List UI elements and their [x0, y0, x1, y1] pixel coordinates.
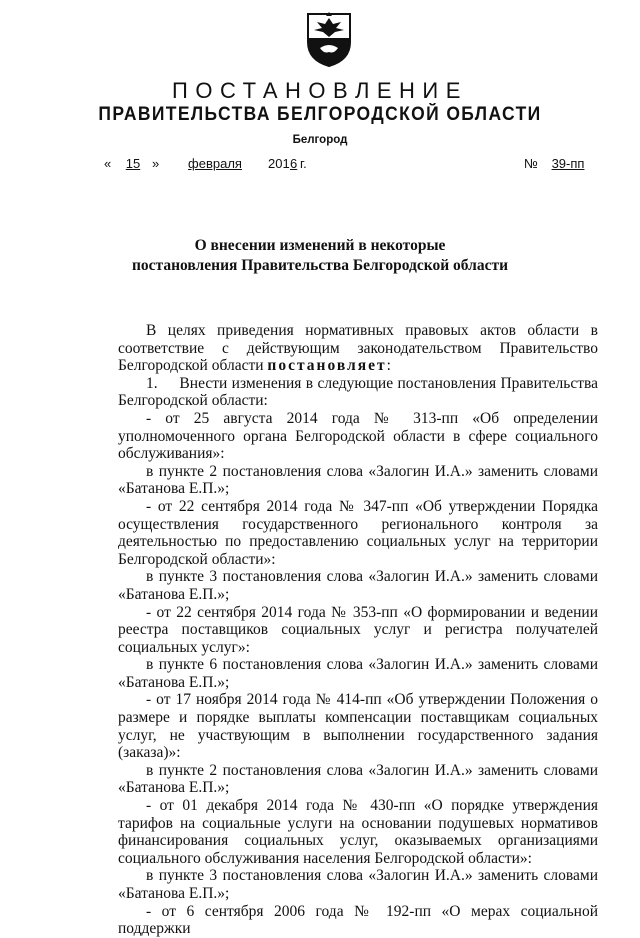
date-month: февраля	[188, 156, 242, 171]
date-day: 15	[125, 156, 141, 171]
paragraph-resolution-430: - от 01 декабря 2014 года № 430-пп «О порядке утверждения тарифов на социальные услуги на основании подушевых нормативов финансирования социальных услуг, оказываемых организациями социального обслуживания населения Белгородской области»:	[118, 797, 598, 867]
paragraph-preamble: В целях приведения нормативных правовых актов области в соответствие с действующим законодательством Правительство Белгородской области постановляет:	[118, 322, 598, 375]
document-subject	[0, 236, 640, 276]
paragraph-change-414: в пункте 2 постановления слова «Залогин И.А.» заменить словами «Батанова Е.П.»;	[118, 761, 598, 797]
date-open-quote: «	[104, 156, 112, 171]
date-number-line	[104, 156, 594, 176]
number-label: №	[524, 156, 538, 171]
date-year-abbr: г.	[300, 156, 307, 171]
date-year-prefix: 201	[268, 156, 290, 171]
subject-line-1: О внесении изменений в некоторые	[194, 237, 446, 254]
paragraph-resolution-347: - от 22 сентября 2014 года № 347-пп «Об утверждении Порядка осуществления государственного регионального контроля за деятельностью по предоставлению социальных услуг на территории Белгородской области»:	[118, 497, 598, 568]
belgorod-coat-of-arms-icon	[304, 8, 354, 68]
paragraph-resolution-353: - от 22 сентября 2014 года № 353-пп «О формировании и ведении реестра поставщиков социальных услуг и регистра получателей социальных услуг»:	[118, 603, 598, 656]
document-number: 39-пп	[551, 156, 585, 171]
paragraph-resolution-414: - от 17 ноября 2014 года № 414-пп «Об утверждении Положения о размере и порядке выплаты компенсации поставщикам социальных услуг, не участвующим в выполнении государственного задания (заказа)»:	[118, 691, 598, 762]
resolves-word: постановляет	[267, 357, 387, 375]
issuing-authority: ПРАВИТЕЛЬСТВА БЕЛГОРОДСКОЙ ОБЛАСТИ	[98, 104, 542, 125]
paragraph-resolution-313: - от 25 августа 2014 года № 313-пп «Об определении уполномоченного органа Белгородской области в сфере социального обслуживания»:	[118, 409, 598, 463]
document-body	[118, 322, 598, 938]
paragraph-resolution-192: - от 6 сентября 2006 года № 192-пп «О мерах социальной поддержки	[118, 902, 598, 938]
paragraph-change-430: в пункте 3 постановления слова «Залогин И.А.» заменить словами «Батанова Е.П.»;	[118, 867, 598, 902]
paragraph-change-347: в пункте 3 постановления слова «Залогин И.А.» заменить словами «Батанова Е.П.»;	[118, 568, 598, 603]
paragraph-change-313: в пункте 2 постановления слова «Залогин И.А.» заменить словами «Батанова Е.П.»;	[118, 462, 598, 498]
date-close-quote: »	[152, 156, 160, 171]
paragraph-change-353: в пункте 6 постановления слова «Залогин И.А.» заменить словами «Батанова Е.П.»;	[118, 656, 598, 691]
subject-line-2: постановления Правительства Белгородской области	[131, 257, 508, 274]
document-title: ПОСТАНОВЛЕНИЕ	[172, 78, 468, 103]
paragraph-item-1: 1. Внести изменения в следующие постановления Правительства Белгородской области:	[118, 374, 598, 410]
date-year-suffix: 6	[290, 156, 298, 171]
city-name: Белгород	[292, 134, 348, 146]
